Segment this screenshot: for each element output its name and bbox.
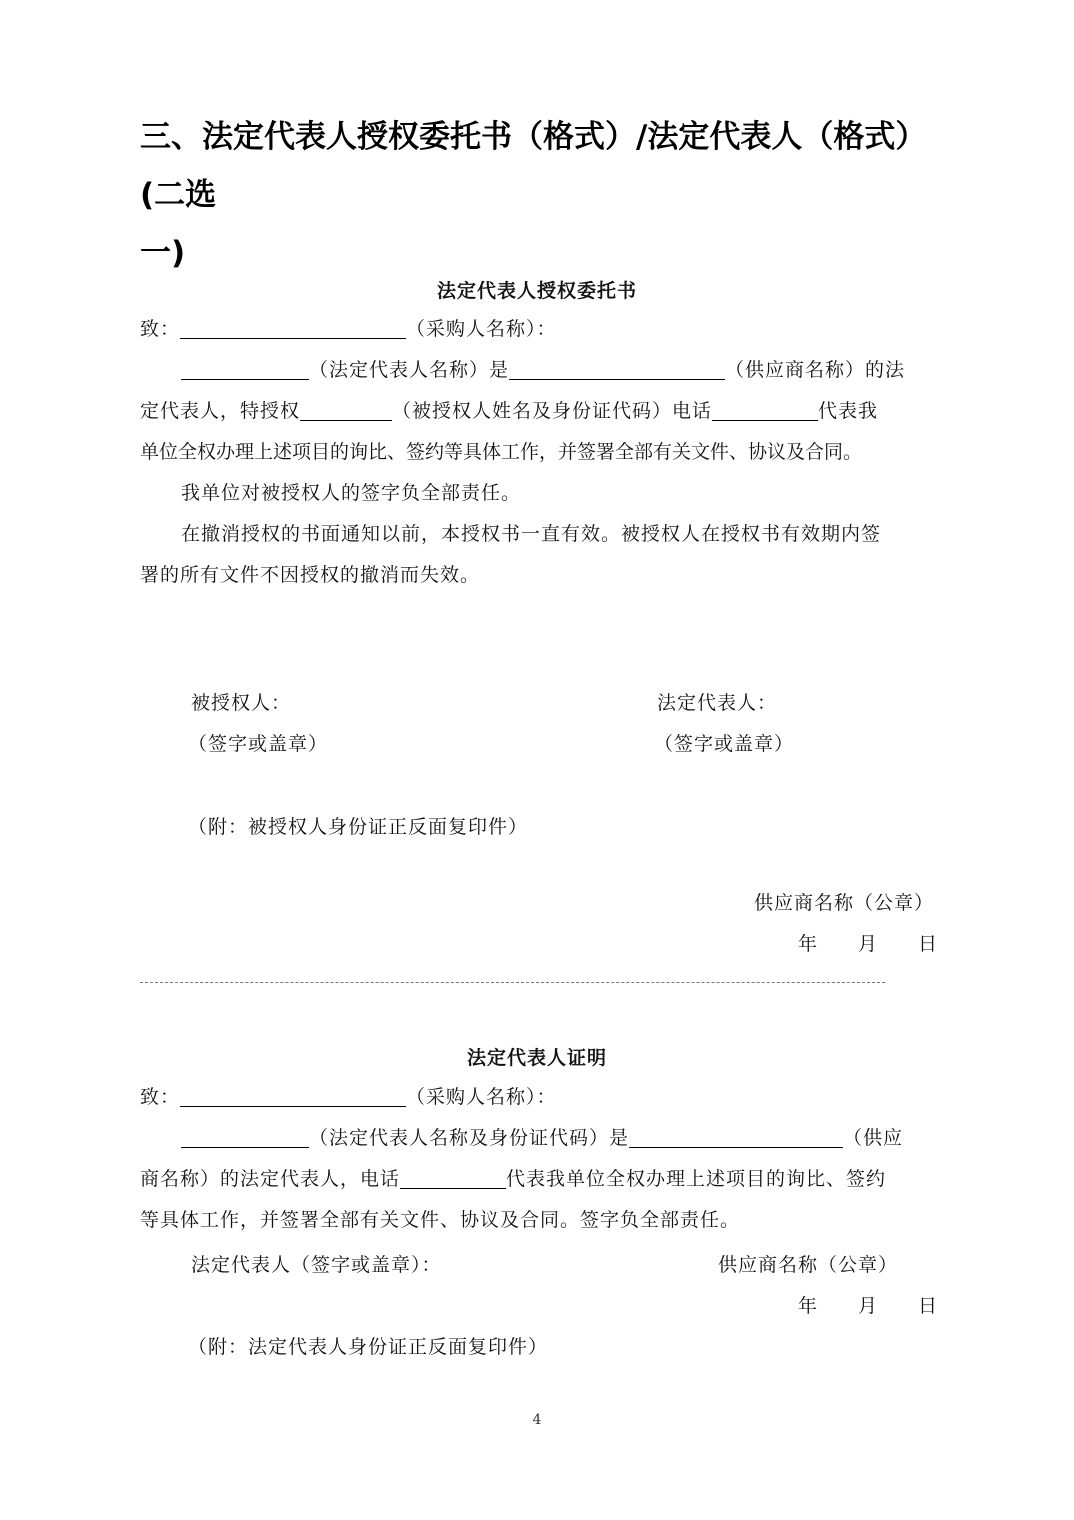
proof-p1-c: 商名称）的法定代表人，电话 xyxy=(140,1168,401,1190)
auth-p1-b: （供应商名称）的法 xyxy=(725,359,906,381)
proof-to-label: 致： xyxy=(140,1086,181,1108)
grantee-label: 被授权人： xyxy=(191,692,292,714)
auth-p1-d: （被授权人姓名及身份证代码）电话 xyxy=(392,400,713,422)
section-divider xyxy=(140,982,885,983)
proof-para1-line1 xyxy=(140,1118,940,1159)
proof-legal-rep-blank[interactable] xyxy=(181,1121,309,1148)
supplier-name-blank[interactable] xyxy=(509,353,725,380)
auth-para1-line3: 单位全权办理上述项目的询比、签约等具体工作，并签署全部有关文件、协议及合同。 xyxy=(140,441,863,463)
proof-to-line xyxy=(140,1077,940,1118)
page-number: 4 xyxy=(532,1412,542,1428)
legal-rep-label: 法定代表人： xyxy=(657,692,778,714)
auth-para1-line2 xyxy=(140,391,940,432)
proof-phone-blank[interactable] xyxy=(400,1162,506,1189)
proof-supplier-name-blank[interactable] xyxy=(629,1121,843,1148)
legal-rep-sign-label: （签字或盖章） xyxy=(654,733,795,755)
proof-p1-d: 代表我单位全权办理上述项目的询比、签约 xyxy=(506,1168,887,1190)
auth-supplier-seal: 供应商名称（公章） xyxy=(753,892,934,914)
auth-to-suffix: （采购人名称）： xyxy=(406,318,557,340)
proof-date: 年 月 日 xyxy=(797,1295,938,1317)
auth-para3-line2: 署的所有文件不因授权的撤消而失效。 xyxy=(140,564,481,586)
auth-p1-e: 代表我 xyxy=(818,400,879,422)
purchaser-name-blank[interactable] xyxy=(180,312,406,339)
page-heading xyxy=(140,108,940,282)
auth-p1-c: 定代表人，特授权 xyxy=(140,400,301,422)
proof-p1-a: （法定代表人名称及身份证代码）是 xyxy=(309,1127,630,1149)
page-heading-line2: 一) xyxy=(140,235,186,271)
auth-p1-a: （法定代表人名称）是 xyxy=(309,359,510,381)
proof-attachment-note: （附：法定代表人身份证正反面复印件） xyxy=(188,1336,549,1358)
auth-para2: 我单位对被授权人的签字负全部责任。 xyxy=(181,482,522,504)
grantee-name-blank[interactable] xyxy=(300,394,392,421)
proof-legal-rep-sign: 法定代表人（签字或盖章）： xyxy=(191,1254,442,1276)
auth-to-label: 致： xyxy=(140,318,181,340)
auth-date: 年 月 日 xyxy=(797,933,938,955)
auth-to-line xyxy=(140,309,940,350)
auth-para1-line1 xyxy=(140,350,940,391)
page-heading-line1: 三、法定代表人授权委托书（格式）/法定代表人（格式）(二选 xyxy=(140,119,927,213)
auth-attachment-note: （附：被授权人身份证正反面复印件） xyxy=(188,816,529,838)
proof-to-suffix: （采购人名称）： xyxy=(406,1086,557,1108)
proof-supplier-seal: 供应商名称（公章） xyxy=(717,1254,898,1276)
proof-para1-line2 xyxy=(140,1159,940,1200)
proof-purchaser-name-blank[interactable] xyxy=(180,1080,406,1107)
auth-para3-line1: 在撤消授权的书面通知以前，本授权书一直有效。被授权人在授权书有效期内签 xyxy=(181,523,882,545)
proof-section-title: 法定代表人证明 xyxy=(466,1047,607,1069)
proof-para1-line3: 等具体工作，并签署全部有关文件、协议及合同。签字负全部责任。 xyxy=(140,1209,741,1231)
legal-rep-name-blank[interactable] xyxy=(181,353,309,380)
auth-section-title: 法定代表人授权委托书 xyxy=(436,280,637,302)
grantee-sign-label: （签字或盖章） xyxy=(188,733,329,755)
phone-blank[interactable] xyxy=(712,394,818,421)
proof-p1-b: （供应 xyxy=(843,1127,904,1149)
